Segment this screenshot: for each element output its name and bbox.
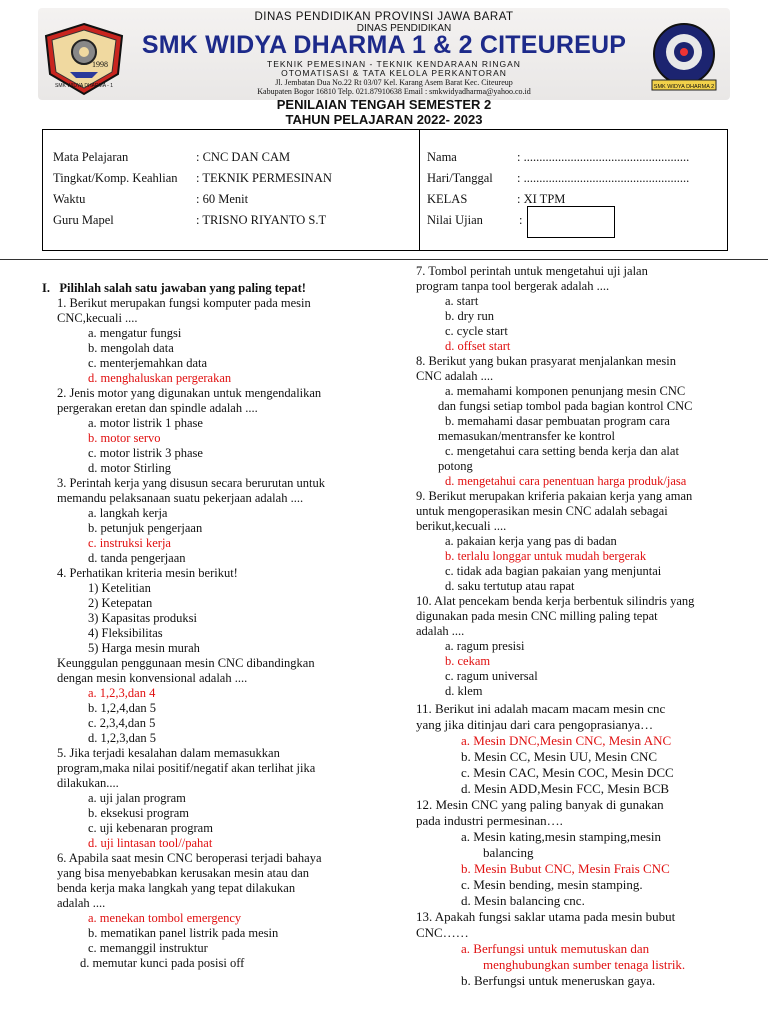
question-line: 11. Berikut ini adalah macam macam mesin cnc [416, 701, 666, 716]
class-field: : XI TPM [517, 192, 566, 206]
info-value: : [519, 213, 523, 227]
question-line: CNC…… [416, 925, 469, 940]
option-correct: b. motor servo [88, 431, 161, 445]
question-line: CNC,kecuali .... [57, 311, 138, 325]
question-line: pergerakan eretan dan spindle adalah .... [57, 401, 258, 415]
info-label: Guru Mapel [53, 213, 114, 227]
question-line: memandu pelaksanaan suatu pekerjaan adalah .... [57, 491, 304, 505]
name-field: : ..................................................... [517, 150, 690, 164]
svg-text:1998: 1998 [92, 60, 108, 69]
option: dan fungsi setiap tombol pada bagian kontrol CNC [438, 399, 693, 413]
option: a. memahami komponen penunjang mesin CNC [445, 384, 686, 398]
option: c. Mesin bending, mesin stamping. [461, 877, 643, 892]
option-correct: b. terlalu longgar untuk mudah bergerak [445, 549, 647, 563]
option: a. start [445, 294, 479, 308]
info-divider [419, 130, 420, 250]
question-line: Keunggulan penggunaan mesin CNC dibandingkan [57, 656, 315, 670]
question-line: yang jika ditinjau dari cara pengoprasianya… [416, 717, 654, 732]
address-line-1: Jl. Jembatan Dua No.22 Rt 03/07 Kel. Karang Asem Barat Kec. Citeureup [275, 78, 513, 87]
option: d. motor Stirling [88, 461, 171, 475]
question-line: dilakukan.... [57, 776, 119, 790]
option: d. Mesin ADD,Mesin FCC, Mesin BCB [461, 781, 670, 796]
info-value: : TRISNO RIYANTO S.T [196, 213, 327, 227]
option: d. 1,2,3,dan 5 [88, 731, 157, 745]
question-line: benda kerja maka langkah yang tepat dilakukan [57, 881, 296, 895]
option: d. memutar kunci pada posisi off [80, 956, 245, 970]
option: c. uji kebenaran program [88, 821, 213, 835]
option: b. Berfungsi untuk meneruskan gaya. [461, 973, 656, 988]
option: a. mengatur fungsi [88, 326, 182, 340]
question-line: 6. Apabila saat mesin CNC beroperasi terjadi bahaya [57, 851, 322, 865]
address-line-2: Kabupaten Bogor 16810 Telp. 021.87910638 Email : smkwidyadharma@yahoo.co.id [257, 87, 531, 96]
question-line: adalah .... [416, 624, 465, 638]
option-correct: d. offset start [445, 339, 511, 353]
question-line: 2. Jenis motor yang digunakan untuk mengendalikan [57, 386, 322, 400]
option-correct: a. Berfungsi untuk memutuskan dan [461, 941, 650, 956]
question-line: 12. Mesin CNC yang paling banyak di gunakan [416, 797, 664, 812]
question-line: 8. Berikut yang bukan prasyarat menjalankan mesin [416, 354, 676, 368]
info-label: Hari/Tanggal [427, 171, 493, 185]
dinas-line-1: DINAS PENDIDIKAN PROVINSI JAWA BARAT [254, 11, 514, 23]
option: c. ragum universal [445, 669, 538, 683]
option-correct: c. instruksi kerja [88, 536, 171, 550]
option-correct: b. cekam [445, 654, 491, 668]
question-line: 7. Tombol perintah untuk mengetahui uji jalan [416, 264, 648, 278]
option: c. Mesin CAC, Mesin COC, Mesin DCC [461, 765, 674, 780]
info-label: Tingkat/Komp. Keahlian [53, 171, 178, 185]
option: c. 2,3,4,dan 5 [88, 716, 156, 730]
option: d. saku tertutup atau rapat [445, 579, 575, 593]
option: b. mematikan panel listrik pada mesin [88, 926, 279, 940]
question-line: yang bisa menyebabkan kerusakan mesin atau dan [57, 866, 309, 880]
option-correct: a. Mesin DNC,Mesin CNC, Mesin ANC [461, 733, 672, 748]
option: c. memanggil instruktur [88, 941, 208, 955]
section-heading: I. Pilihlah salah satu jawaban yang paling tepat! [42, 281, 306, 295]
criteria-item: 3) Kapasitas produksi [88, 611, 198, 625]
info-label: Nilai Ujian [427, 213, 483, 227]
info-label: KELAS [427, 192, 468, 206]
option: d. Mesin balancing cnc. [461, 893, 585, 908]
question-line: dengan mesin konvensional adalah .... [57, 671, 248, 685]
questions-left-column [42, 264, 372, 971]
programs-line-2: OTOMATISASI & TATA KELOLA PERKANTORAN [281, 68, 507, 78]
option: d. klem [445, 684, 483, 698]
info-label: Mata Pelajaran [53, 150, 129, 164]
option-correct: d. uji lintasan tool//pahat [88, 836, 213, 850]
info-label: Nama [427, 150, 457, 164]
option: c. mengetahui cara setting benda kerja dan alat [445, 444, 679, 458]
question-line: berikut,kecuali .... [416, 519, 507, 533]
question-line: 4. Perhatikan kriteria mesin berikut! [57, 566, 238, 580]
option: a. langkah kerja [88, 506, 168, 520]
criteria-item: 5) Harga mesin murah [88, 641, 200, 655]
date-field: : ..................................................... [517, 171, 690, 185]
info-value: : CNC DAN CAM [196, 150, 291, 164]
option: b. petunjuk pengerjaan [88, 521, 203, 535]
option: a. Mesin kating,mesin stamping,mesin [461, 829, 662, 844]
option: d. tanda pengerjaan [88, 551, 186, 565]
criteria-item: 4) Fleksibilitas [88, 626, 163, 640]
option: potong [438, 459, 473, 473]
question-line: pada industri permesinan…. [416, 813, 563, 828]
option: c. menterjemahkan data [88, 356, 208, 370]
criteria-item: 1) Ketelitian [88, 581, 151, 595]
question-line: untuk mengoperasikan mesin CNC adalah sebagai [416, 504, 668, 518]
option-correct: a. 1,2,3,dan 4 [88, 686, 156, 700]
info-value: : 60 Menit [196, 192, 249, 206]
exam-title: PENILAIAN TENGAH SEMESTER 2 [276, 97, 492, 112]
option: balancing [483, 845, 534, 860]
option: memasukan/mentransfer ke kontrol [438, 429, 616, 443]
option-correct: a. menekan tombol emergency [88, 911, 242, 925]
question-line: CNC adalah .... [416, 369, 494, 383]
option: a. motor listrik 1 phase [88, 416, 203, 430]
question-line: 10. Alat pencekam benda kerja berbentuk silindris yang [416, 594, 695, 608]
option: b. mengolah data [88, 341, 174, 355]
question-line: digunakan pada mesin CNC milling paling tepat [416, 609, 658, 623]
questions-right-column [416, 264, 738, 989]
option: a. ragum presisi [445, 639, 525, 653]
question-line: 1. Berikut merupakan fungsi komputer pada mesin [57, 296, 311, 310]
section-divider [0, 259, 768, 260]
info-label: Waktu [53, 192, 86, 206]
option: a. uji jalan program [88, 791, 186, 805]
option-correct: menghubungkan sumber tenaga listrik. [483, 957, 686, 972]
programs-line-1: TEKNIK PEMESINAN - TEKNIK KENDARAAN RINGAN [267, 59, 521, 69]
question-line: adalah .... [57, 896, 106, 910]
option: b. eksekusi program [88, 806, 190, 820]
question-line: program,maka nilai positif/negatif akan terlihat jika [57, 761, 316, 775]
question-line: program tanpa tool bergerak adalah .... [416, 279, 610, 293]
student-info-box [42, 129, 728, 251]
score-box [527, 206, 615, 238]
option-correct: d. mengetahui cara penentuan harga produk/jasa [445, 474, 687, 488]
option: c. motor listrik 3 phase [88, 446, 203, 460]
option: b. 1,2,4,dan 5 [88, 701, 157, 715]
question-line: 3. Perintah kerja yang disusun secara berurutan untuk [57, 476, 325, 490]
option: b. memahami dasar pembuatan program cara [445, 414, 670, 428]
option-correct: d. menghaluskan pergerakan [88, 371, 232, 385]
dinas-line-2: DINAS PENDIDIKAN [356, 23, 452, 34]
letterhead [38, 8, 730, 100]
option: c. tidak ada bagian pakaian yang menjuntai [445, 564, 662, 578]
question-line: 9. Berikut merupakan kriferia pakaian kerja yang aman [416, 489, 693, 503]
option: b. Mesin CC, Mesin UU, Mesin CNC [461, 749, 658, 764]
school-name: SMK WIDYA DHARMA 1 & 2 CITEUREUP [141, 31, 627, 59]
question-line: 5. Jika terjadi kesalahan dalam memasukkan [57, 746, 280, 760]
school-logo-right [642, 22, 726, 96]
exam-year: TAHUN PELAJARAN 2022- 2023 [285, 112, 483, 127]
option: a. pakaian kerja yang pas di badan [445, 534, 617, 548]
criteria-item: 2) Ketepatan [88, 596, 153, 610]
svg-text:SMK WIDYA DHARMA 2: SMK WIDYA DHARMA 2 [653, 84, 715, 90]
option: b. dry run [445, 309, 494, 323]
info-value: : TEKNIK PERMESINAN [196, 171, 332, 185]
question-line: 13. Apakah fungsi saklar utama pada mesin bubut [416, 909, 676, 924]
svg-text:SMK WIDYA DHARMA - 1: SMK WIDYA DHARMA - 1 [55, 83, 113, 89]
option-correct: b. Mesin Bubut CNC, Mesin Frais CNC [461, 861, 670, 876]
option: c. cycle start [445, 324, 508, 338]
